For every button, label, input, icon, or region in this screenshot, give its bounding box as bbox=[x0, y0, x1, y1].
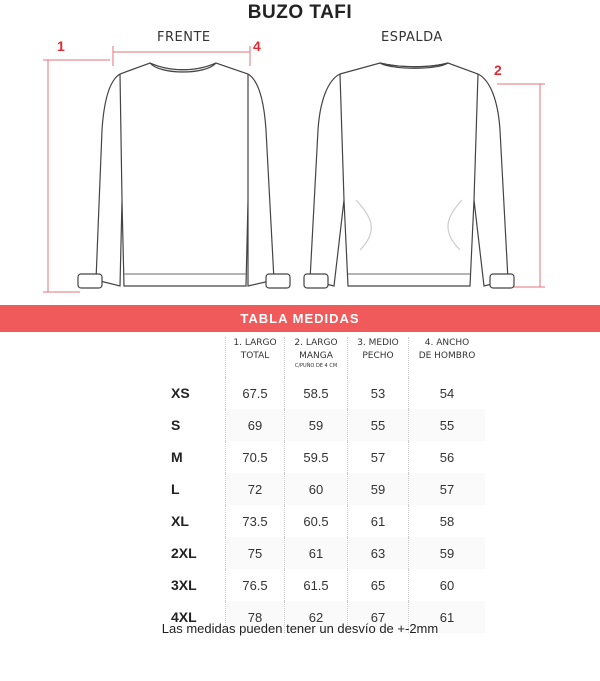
cell-largo-total: 78 bbox=[226, 601, 285, 633]
header-ancho-hombro bbox=[409, 337, 486, 377]
cell-largo-manga: 60.5 bbox=[285, 505, 348, 537]
cell-ancho-hombro: 59 bbox=[409, 537, 486, 569]
table-row bbox=[165, 569, 485, 601]
cell-largo-total: 70.5 bbox=[226, 441, 285, 473]
header-line: TOTAL bbox=[240, 351, 270, 361]
cell-ancho-hombro: 57 bbox=[409, 473, 486, 505]
cell-ancho-hombro: 54 bbox=[409, 377, 486, 409]
garment-illustration bbox=[0, 0, 600, 300]
table-row bbox=[165, 505, 485, 537]
size-table bbox=[165, 337, 485, 633]
cell-largo-total: 67.5 bbox=[226, 377, 285, 409]
cell-largo-manga: 59 bbox=[285, 409, 348, 441]
table-row bbox=[165, 409, 485, 441]
size-label: L bbox=[171, 481, 180, 497]
cell-medio-pecho: 61 bbox=[348, 505, 409, 537]
header-line: 4. ANCHO bbox=[424, 338, 470, 348]
back-sweater-icon bbox=[304, 63, 514, 288]
marker-1: 1 bbox=[57, 38, 65, 54]
header-line: 3. MEDIO bbox=[357, 338, 399, 348]
cell-medio-pecho: 67 bbox=[348, 601, 409, 633]
marker-2: 2 bbox=[494, 62, 502, 78]
size-label: XS bbox=[171, 385, 190, 401]
size-label: S bbox=[171, 417, 181, 433]
cell-ancho-hombro: 61 bbox=[409, 601, 486, 633]
cell-largo-total: 69 bbox=[226, 409, 285, 441]
marker-4: 4 bbox=[253, 38, 261, 54]
size-table-header bbox=[165, 337, 485, 377]
cell-medio-pecho: 53 bbox=[348, 377, 409, 409]
cell-ancho-hombro: 55 bbox=[409, 409, 486, 441]
cell-largo-manga: 61 bbox=[285, 537, 348, 569]
header-line: PECHO bbox=[362, 351, 394, 361]
cell-ancho-hombro: 58 bbox=[409, 505, 486, 537]
size-label: 2XL bbox=[171, 545, 197, 561]
header-subnote: C/PUÑO DE 4 CM bbox=[294, 363, 338, 369]
cell-ancho-hombro: 56 bbox=[409, 441, 486, 473]
cell-medio-pecho: 65 bbox=[348, 569, 409, 601]
cell-largo-manga: 61.5 bbox=[285, 569, 348, 601]
table-row bbox=[165, 441, 485, 473]
size-label: 3XL bbox=[171, 577, 197, 593]
size-label: XL bbox=[171, 513, 189, 529]
cell-largo-total: 73.5 bbox=[226, 505, 285, 537]
size-label: 4XL bbox=[171, 609, 197, 625]
cell-ancho-hombro: 60 bbox=[409, 569, 486, 601]
header-size-col bbox=[165, 337, 226, 377]
cell-largo-manga: 59.5 bbox=[285, 441, 348, 473]
cell-largo-total: 72 bbox=[226, 473, 285, 505]
cell-medio-pecho: 59 bbox=[348, 473, 409, 505]
header-line: DE HOMBRO bbox=[418, 351, 476, 361]
header-medio-pecho bbox=[348, 337, 409, 377]
cell-largo-manga: 62 bbox=[285, 601, 348, 633]
cell-largo-manga: 60 bbox=[285, 473, 348, 505]
header-line: MANGA bbox=[299, 351, 333, 361]
header-line: 2. LARGO bbox=[294, 338, 338, 348]
size-table-banner: TABLA MEDIDAS bbox=[0, 305, 600, 332]
front-sweater-icon bbox=[78, 63, 290, 288]
header-largo-manga bbox=[285, 337, 348, 377]
size-label: M bbox=[171, 449, 183, 465]
cell-largo-total: 75 bbox=[226, 537, 285, 569]
cell-medio-pecho: 55 bbox=[348, 409, 409, 441]
back-view-label: ESPALDA bbox=[381, 30, 443, 45]
cell-largo-manga: 58.5 bbox=[285, 377, 348, 409]
front-view-label: FRENTE bbox=[157, 30, 211, 45]
footnote: Las medidas pueden tener un desvío de +-2mm bbox=[161, 621, 439, 636]
table-row bbox=[165, 473, 485, 505]
cell-medio-pecho: 63 bbox=[348, 537, 409, 569]
header-largo-total bbox=[226, 337, 285, 377]
header-line: 1. LARGO bbox=[233, 338, 277, 348]
cell-medio-pecho: 57 bbox=[348, 441, 409, 473]
cell-largo-total: 76.5 bbox=[226, 569, 285, 601]
table-row bbox=[165, 537, 485, 569]
page-title: BUZO TAFI bbox=[247, 2, 353, 23]
table-row bbox=[165, 377, 485, 409]
